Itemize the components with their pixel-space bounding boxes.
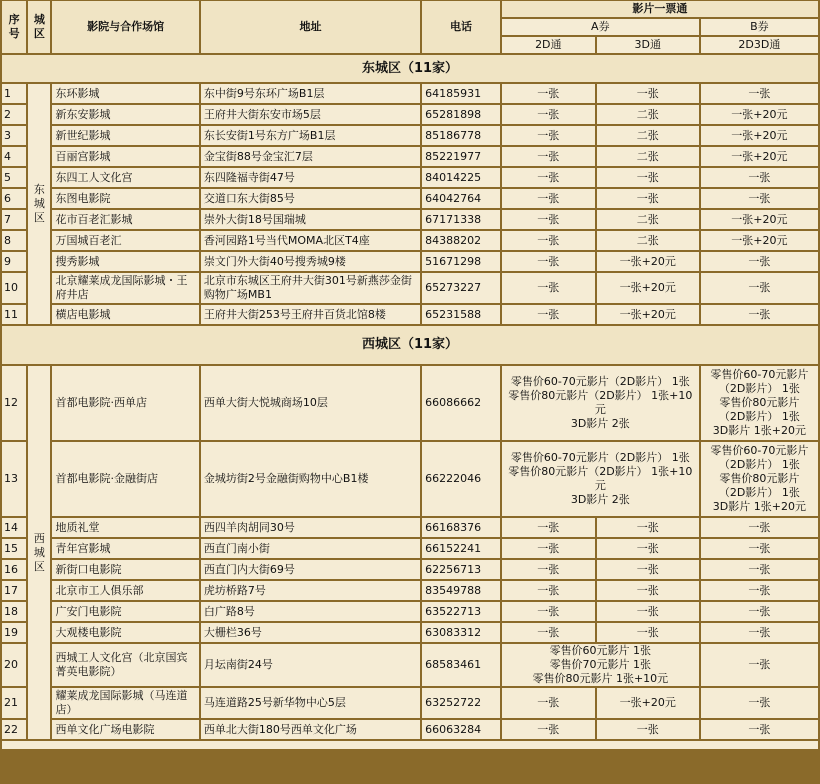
a-3d-value: 一张	[597, 602, 699, 621]
a-2d-value: 一张	[502, 84, 595, 103]
row-number: 8	[2, 231, 26, 250]
row-number: 22	[2, 720, 26, 739]
table-row	[2, 305, 818, 324]
cinema-phone: 66086662	[422, 366, 500, 440]
district-cell-dongcheng	[28, 84, 50, 324]
a-3d-value: 二张	[597, 105, 699, 124]
a-2d-value: 一张	[502, 252, 595, 271]
b-value: 一张	[701, 273, 818, 303]
cinema-address: 王府井大街253号王府井百货北馆8楼	[201, 305, 420, 324]
cinema-name: 首都电影院·金融街店	[52, 442, 198, 516]
a-3d-value: 一张	[597, 168, 699, 187]
table-row	[2, 644, 818, 686]
a-2d-value: 一张	[502, 688, 595, 718]
cinema-phone: 66168376	[422, 518, 500, 537]
row-number: 5	[2, 168, 26, 187]
cinema-address: 大栅栏36号	[201, 623, 420, 642]
a-3d-value: 一张	[597, 84, 699, 103]
table-row	[2, 105, 818, 124]
b-value: 一张	[701, 84, 818, 103]
a-2d-value: 一张	[502, 168, 595, 187]
row-number: 7	[2, 210, 26, 229]
col-header-b-2d3d: 2D3D通	[701, 37, 818, 53]
cinema-address: 西单大街大悦城商场10层	[201, 366, 420, 440]
col-header-district: 城区	[28, 1, 50, 53]
a-3d-value: 一张	[597, 518, 699, 537]
ticket-detail-line: 3D影片 1张+20元	[712, 424, 806, 437]
row-number: 9	[2, 252, 26, 271]
cinema-phone: 64185931	[422, 84, 500, 103]
table-row	[2, 252, 818, 271]
b-value: 一张	[701, 720, 818, 739]
a-3d-value: 一张	[597, 623, 699, 642]
row-number: 12	[2, 366, 26, 440]
a-3d-value: 一张	[597, 539, 699, 558]
row-number: 3	[2, 126, 26, 145]
cinema-address: 东长安街1号东方广场B1层	[201, 126, 420, 145]
cinema-phone: 83549788	[422, 581, 500, 600]
table-row	[2, 581, 818, 600]
b-value: 一张+20元	[701, 126, 818, 145]
cinema-phone: 66222046	[422, 442, 500, 516]
cinema-phone: 85221977	[422, 147, 500, 166]
a-3d-value: 一张+20元	[597, 252, 699, 271]
b-value: 一张	[701, 252, 818, 271]
cinema-address: 西单北大街180号西单文化广场	[201, 720, 420, 739]
cinema-address: 王府井大街东安市场5层	[201, 105, 420, 124]
cinema-address: 东中街9号东环广场B1层	[201, 84, 420, 103]
table-row	[2, 147, 818, 166]
ticket-detail-line: 零售价80元影片	[719, 396, 800, 409]
cinema-phone: 84388202	[422, 231, 500, 250]
cinema-phone: 64042764	[422, 189, 500, 208]
a-3d-value: 一张+20元	[597, 305, 699, 324]
ticket-detail-line: （2D影片） 1张	[718, 458, 800, 471]
cinema-address: 马连道路25号新华物中心5层	[201, 688, 420, 718]
cinema-name: 新东安影城	[52, 105, 198, 124]
cinema-phone: 63252722	[422, 688, 500, 718]
a-2d-value: 一张	[502, 305, 595, 324]
table-row	[2, 126, 818, 145]
cinema-phone: 63083312	[422, 623, 500, 642]
row-number: 19	[2, 623, 26, 642]
a-2d-value: 一张	[502, 720, 595, 739]
cinema-address: 东四隆福寺街47号	[201, 168, 420, 187]
b-value: 一张	[701, 539, 818, 558]
b-value: 一张	[701, 189, 818, 208]
a-3d-value: 一张	[597, 581, 699, 600]
table-row	[2, 518, 818, 537]
a-2d-value: 一张	[502, 518, 595, 537]
cinema-phone: 84014225	[422, 168, 500, 187]
ticket-detail-line: 3D影片 2张	[570, 493, 630, 506]
a-2d-value: 一张	[502, 602, 595, 621]
cinema-address: 西直门内大街69号	[201, 560, 420, 579]
cinema-name: 万国城百老汇	[52, 231, 198, 250]
cinema-phone: 65231588	[422, 305, 500, 324]
a-3d-value: 二张	[597, 126, 699, 145]
table-row	[2, 560, 818, 579]
table-row	[2, 539, 818, 558]
a-2d-value: 一张	[502, 231, 595, 250]
col-header-ticket: 影片一票通	[502, 1, 818, 17]
a-3d-value: 二张	[597, 231, 699, 250]
cinema-name: 搜秀影城	[52, 252, 198, 271]
b-value: 一张	[701, 623, 818, 642]
cinema-phone: 65273227	[422, 273, 500, 303]
ticket-detail-line: （2D影片） 1张	[718, 486, 800, 499]
ticket-detail-line: 3D影片 2张	[570, 417, 630, 430]
cinema-address: 西直门南小街	[201, 539, 420, 558]
district-label: 西城区	[33, 531, 45, 573]
b-value: 一张+20元	[701, 231, 818, 250]
table-row	[2, 231, 818, 250]
section-title-dongcheng: 东城区（11家）	[2, 55, 818, 82]
a-3d-value: 一张	[597, 720, 699, 739]
cinema-name: 东四工人文化宫	[52, 168, 198, 187]
table-row	[2, 442, 818, 516]
ticket-detail-line: 3D影片 1张+20元	[712, 500, 806, 513]
cinema-phone: 66152241	[422, 539, 500, 558]
table-row	[2, 366, 818, 440]
ticket-detail-line: （2D影片） 1张	[718, 410, 800, 423]
cinema-address: 金宝街88号金宝汇7层	[201, 147, 420, 166]
row-number: 4	[2, 147, 26, 166]
a-3d-value: 一张	[597, 560, 699, 579]
col-header-cinema: 影院与合作场馆	[52, 1, 198, 53]
a-2d-value: 一张	[502, 581, 595, 600]
cinema-name: 大观楼电影院	[52, 623, 198, 642]
table-row	[2, 720, 818, 739]
col-header-a-3d: 3D通	[597, 37, 699, 53]
cinema-name: 西单文化广场电影院	[52, 720, 198, 739]
b-value: 一张	[701, 602, 818, 621]
b-value: 一张+20元	[701, 105, 818, 124]
a-3d-value: 二张	[597, 147, 699, 166]
ticket-detail-line: 零售价80元影片	[719, 472, 800, 485]
row-number: 18	[2, 602, 26, 621]
cinema-name: 地质礼堂	[52, 518, 198, 537]
cinema-phone: 66063284	[422, 720, 500, 739]
a-2d-value: 一张	[502, 560, 595, 579]
table-row	[2, 210, 818, 229]
cinema-address: 西四羊肉胡同30号	[201, 518, 420, 537]
cinema-address: 白广路8号	[201, 602, 420, 621]
cinema-name: 东环影城	[52, 84, 198, 103]
row-number: 16	[2, 560, 26, 579]
table-continuation	[2, 741, 818, 749]
row-number: 1	[2, 84, 26, 103]
a-2d-value: 一张	[502, 210, 595, 229]
cinema-phone: 65281898	[422, 105, 500, 124]
table-row	[2, 84, 818, 103]
cinema-address: 香河园路1号当代MOMA北区T4座	[201, 231, 420, 250]
cinema-address: 月坛南街24号	[201, 644, 420, 686]
col-header-index: 序号	[2, 1, 26, 53]
a-3d-value: 二张	[597, 210, 699, 229]
cinema-phone: 85186778	[422, 126, 500, 145]
b-value: 一张	[701, 644, 818, 686]
a-2d-value: 一张	[502, 105, 595, 124]
row-number: 14	[2, 518, 26, 537]
a-3d-value: 一张+20元	[597, 273, 699, 303]
b-value: 一张	[701, 560, 818, 579]
cinema-phone: 62256713	[422, 560, 500, 579]
cinema-name: 广安门电影院	[52, 602, 198, 621]
col-header-a-ticket: A券	[502, 19, 699, 35]
ticket-detail-line: 零售价60-70元影片（2D影片） 1张	[510, 451, 690, 464]
a-2d-value: 一张	[502, 623, 595, 642]
cinema-address: 崇外大街18号国瑞城	[201, 210, 420, 229]
ticket-detail-line: 零售价70元影片 1张	[549, 658, 652, 671]
row-number: 6	[2, 189, 26, 208]
ticket-detail-line: 零售价80元影片（2D影片） 1张+10	[508, 389, 693, 402]
a-ticket-detail	[502, 644, 699, 686]
b-value: 一张	[701, 688, 818, 718]
b-value: 一张	[701, 305, 818, 324]
row-number: 10	[2, 273, 26, 303]
section-title-xicheng: 西城区（11家）	[2, 326, 818, 364]
district-cell-xicheng	[28, 366, 50, 739]
b-value: 一张+20元	[701, 210, 818, 229]
b-value: 一张	[701, 168, 818, 187]
a-2d-value: 一张	[502, 126, 595, 145]
ticket-detail-line: 元	[594, 479, 606, 492]
row-number: 20	[2, 644, 26, 686]
b-value: 一张	[701, 581, 818, 600]
a-3d-value: 一张	[597, 189, 699, 208]
cinema-phone: 68583461	[422, 644, 500, 686]
cinema-phone: 63522713	[422, 602, 500, 621]
table-row	[2, 168, 818, 187]
b-ticket-detail	[701, 442, 818, 516]
ticket-detail-line: 零售价60-70元影片	[710, 444, 809, 457]
cinema-name: 北京市工人俱乐部	[52, 581, 198, 600]
cinema-name: 百丽宫影城	[52, 147, 198, 166]
col-header-a-2d: 2D通	[502, 37, 595, 53]
table-row	[2, 688, 818, 718]
cinema-name: 耀莱成龙国际影城（马连道店）	[52, 688, 198, 718]
cinema-name: 青年宫影城	[52, 539, 198, 558]
a-2d-value: 一张	[502, 539, 595, 558]
a-3d-value: 一张+20元	[597, 688, 699, 718]
cinema-address: 北京市东城区王府井大街301号新燕莎金街购物广场MB1	[201, 273, 420, 303]
cinema-phone: 67171338	[422, 210, 500, 229]
cinema-name: 东图电影院	[52, 189, 198, 208]
cinema-name: 西城工人文化宫（北京国宾菁英电影院）	[52, 644, 198, 686]
ticket-detail-line: 零售价60-70元影片	[710, 368, 809, 381]
cinema-address: 交道口东大街85号	[201, 189, 420, 208]
table-row	[2, 189, 818, 208]
b-ticket-detail	[701, 366, 818, 440]
cinema-address: 崇文门外大街40号搜秀城9楼	[201, 252, 420, 271]
row-number: 21	[2, 688, 26, 718]
table-row	[2, 623, 818, 642]
a-2d-value: 一张	[502, 189, 595, 208]
cinema-name: 花市百老汇影城	[52, 210, 198, 229]
ticket-detail-line: 零售价60-70元影片（2D影片） 1张	[510, 375, 690, 388]
row-number: 17	[2, 581, 26, 600]
ticket-detail-line: （2D影片） 1张	[718, 382, 800, 395]
b-value: 一张	[701, 518, 818, 537]
cinema-name: 北京耀莱成龙国际影城・王府井店	[52, 273, 198, 303]
row-number: 15	[2, 539, 26, 558]
cinema-address: 虎坊桥路7号	[201, 581, 420, 600]
ticket-detail-line: 零售价60元影片 1张	[549, 644, 652, 657]
b-value: 一张+20元	[701, 147, 818, 166]
ticket-detail-line: 零售价80元影片 1张+10元	[532, 672, 669, 685]
row-number: 13	[2, 442, 26, 516]
col-header-phone: 电话	[422, 1, 500, 53]
table-row	[2, 273, 818, 303]
ticket-detail-line: 元	[594, 403, 606, 416]
a-ticket-detail	[502, 366, 699, 440]
district-label: 东城区	[33, 183, 45, 224]
col-header-address: 地址	[201, 1, 420, 53]
cinema-address: 金城坊街2号金融街购物中心B1楼	[201, 442, 420, 516]
cinema-name: 新街口电影院	[52, 560, 198, 579]
cinema-name: 横店电影城	[52, 305, 198, 324]
a-ticket-detail	[502, 442, 699, 516]
cinema-phone: 51671298	[422, 252, 500, 271]
a-2d-value: 一张	[502, 273, 595, 303]
table-row	[2, 602, 818, 621]
row-number: 11	[2, 305, 26, 324]
cinema-name: 新世纪影城	[52, 126, 198, 145]
ticket-detail-line: 零售价80元影片（2D影片） 1张+10	[508, 465, 693, 478]
cinema-name: 首都电影院·西单店	[52, 366, 198, 440]
col-header-b-ticket: B券	[701, 19, 818, 35]
row-number: 2	[2, 105, 26, 124]
a-2d-value: 一张	[502, 147, 595, 166]
